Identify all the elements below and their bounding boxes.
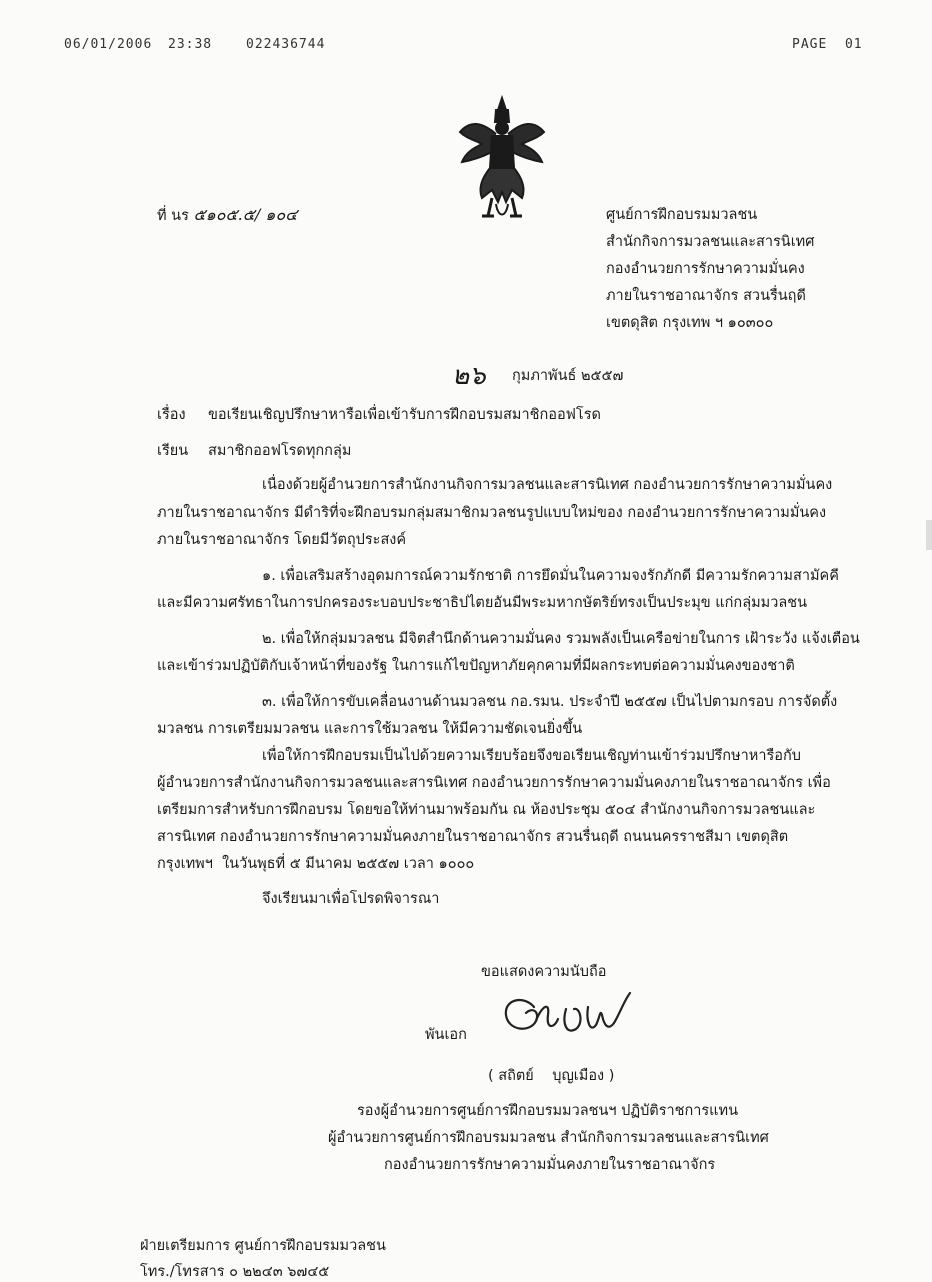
sender-address-line-2: สำนักกิจการมวลชนและสารนิเทศ (606, 234, 815, 250)
sender-address-line-3: กองอำนวยการรักษาความมั่นคง (606, 261, 805, 277)
signatory-rank: พันเอก (425, 1027, 467, 1043)
date-day: ๒๖ (452, 361, 486, 391)
para2-line-3: เตรียมการสำหรับการฝึกอบรม โดยขอให้ท่านมาพร้อมกัน ณ ห้องประชุม ๕๐๔ สำนักงานกิจการมวลชนและ (157, 802, 816, 818)
sender-address-line-1: ศูนย์การฝึกอบรมมวลชน (606, 207, 758, 223)
fax-time: 23:38 (168, 37, 213, 52)
doc-number-label: ที่ นร (157, 208, 189, 224)
closing-line: จึงเรียนมาเพื่อโปรดพิจารณา (262, 891, 440, 907)
salutation: ขอแสดงความนับถือ (481, 964, 607, 980)
item2-line-2: และเข้าร่วมปฏิบัติกับเจ้าหน้าที่ของรัฐ ในการแก้ไขปัญหาภัยคุกคามที่มีผลกระทบต่อความมั่นคงของชาติ (157, 658, 795, 674)
signatory-position-3: กองอำนวยการรักษาความมั่นคงภายในราชอาณาจักร (384, 1157, 716, 1173)
signatory-position-1: รองผู้อำนวยการศูนย์การฝึกอบรมมวลชนฯ ปฏิบัติราชการแทน (357, 1103, 738, 1119)
sender-address-line-4: ภายในราชอาณาจักร สวนรื่นฤดี (606, 288, 806, 304)
sender-address-line-5: เขตดุสิต กรุงเทพ ฯ ๑๐๓๐๐ (606, 315, 774, 331)
item3-line-2: มวลชน การเตรียมมวลชน และการใช้มวลชน ให้มีความชัดเจนยิ่งขึ้น (157, 721, 583, 737)
footer-department: ฝ่ายเตรียมการ ศูนย์การฝึกอบรมมวลชน (140, 1238, 386, 1254)
footer-phone: โทร./โทรสาร ๐ ๒๒๔๓ ๖๗๔๕ (140, 1264, 330, 1280)
signatory-name: ( สถิตย์ บุญเมือง ) (488, 1068, 615, 1084)
handwritten-signature (496, 985, 646, 1047)
subject-label: เรื่อง (157, 407, 186, 423)
item1-line-2: และมีความศรัทธาในการปกครองระบอบประชาธิปไตยอันมีพระมหากษัตริย์ทรงเป็นประมุข แก่กลุ่มมวลชน (157, 595, 807, 611)
to-text: สมาชิกออฟโรดทุกกลุ่ม (208, 443, 352, 459)
para2-line-1: เพื่อให้การฝึกอบรมเป็นไปด้วยความเรียบร้อยจึงขอเรียนเชิญท่านเข้าร่วมปรึกษาหารือกับ (262, 748, 801, 764)
fax-number: 022436744 (246, 37, 326, 52)
doc-number-value: ๕๑๐๕.๕/ ๑๐๔ (193, 205, 298, 224)
item1-line-1: ๑. เพื่อเสริมสร้างอุดมการณ์ความรักชาติ การยึดมั่นในความจงรักภักดี มีความรักความสามัคคี (262, 568, 839, 584)
para2-line-5: กรุงเทพฯ ในวันพุธที่ ๕ มีนาคม ๒๕๕๗ เวลา ๑๐๐๐ (157, 856, 475, 872)
para1-line-2: ภายในราชอาณาจักร มีดำริที่จะฝึกอบรมกลุ่มสมาชิกมวลชนรูปแบบใหม่ของ กองอำนวยการรักษาความมั่นคง (157, 505, 827, 521)
garuda-emblem-icon (452, 92, 552, 232)
subject-text: ขอเรียนเชิญปรึกษาหารือเพื่อเข้ารับการฝึกอบรมสมาชิกออฟโรด (208, 407, 601, 423)
item3-line-1: ๓. เพื่อให้การขับเคลื่อนงานด้านมวลชน กอ.รมน. ประจำปี ๒๕๕๗ เป็นไปตามกรอบ การจัดตั้ง (262, 694, 838, 710)
to-label: เรียน (157, 443, 189, 459)
fax-date: 06/01/2006 (64, 37, 153, 52)
scan-artifact (926, 520, 932, 550)
date-month-year: กุมภาพันธ์ ๒๕๕๗ (512, 368, 624, 384)
signatory-position-2: ผู้อำนวยการศูนย์การฝึกอบรมมวลชน สำนักกิจการมวลชนและสารนิเทศ (328, 1130, 769, 1146)
doc-number (157, 205, 297, 226)
para2-line-2: ผู้อำนวยการสำนักงานกิจการมวลชนและสารนิเทศ กองอำนวยการรักษาความมั่นคงภายในราชอาณาจักร เพื่อ (157, 775, 831, 791)
para1-line-1: เนื่องด้วยผู้อำนวยการสำนักงานกิจการมวลชนและสารนิเทศ กองอำนวยการรักษาความมั่นคง (262, 477, 833, 493)
fax-page: PAGE 01 (792, 37, 863, 52)
para1-line-3: ภายในราชอาณาจักร โดยมีวัตถุประสงค์ (157, 532, 407, 548)
item2-line-1: ๒. เพื่อให้กลุ่มมวลชน มีจิตสำนึกด้านความมั่นคง รวมพลังเป็นเครือข่ายในการ เฝ้าระวัง แจ้งเตือน (262, 631, 860, 647)
para2-line-4: สารนิเทศ กองอำนวยการรักษาความมั่นคงภายในราชอาณาจักร สวนรื่นฤดี ถนนนครราชสีมา เขตดุสิต (157, 829, 789, 845)
